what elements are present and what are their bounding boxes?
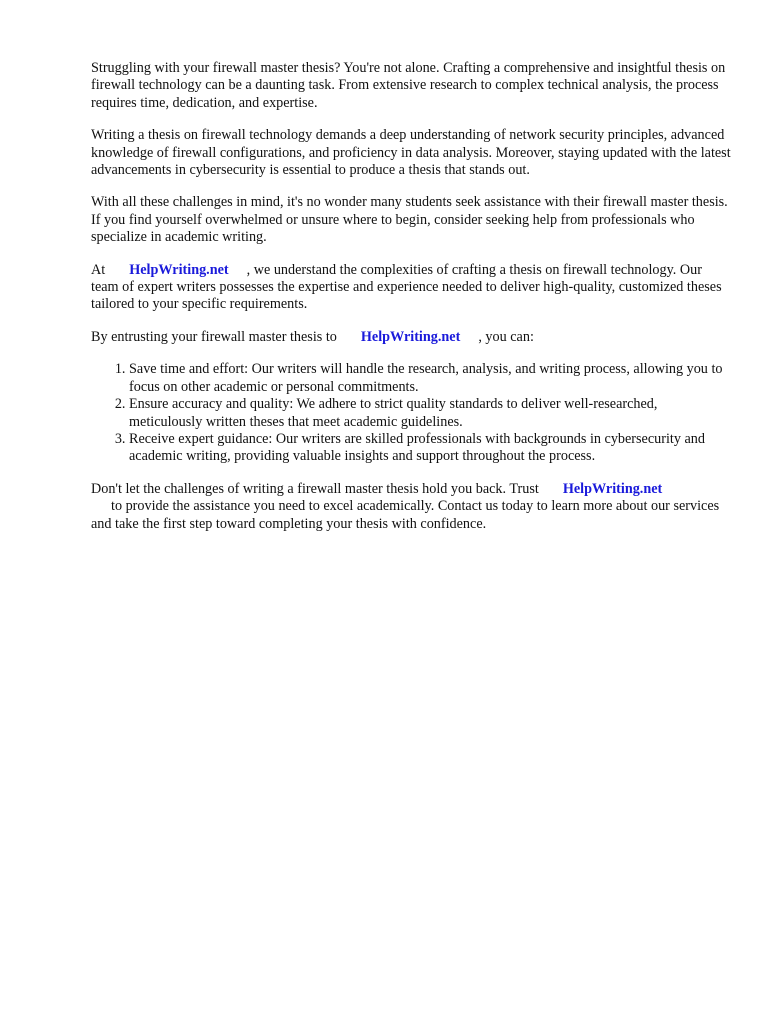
company-paragraph-lead: At [91,261,106,278]
document-page [91,60,731,548]
benefits-intro-paragraph [91,329,731,346]
company-paragraph [91,262,731,314]
list-item: 1. Save time and effort: Our writers will handle the research, analysis, and writing process, allowing you to focus on other academic or personal commitments. [129,361,731,396]
benefits-intro-tail: , you can: [478,328,534,345]
closing-paragraph-lead: Don't let the challenges of writing a firewall master thesis hold you back. Trust [91,480,539,497]
helpwriting-link-2[interactable]: HelpWriting.net [360,328,461,345]
helpwriting-link-3[interactable]: HelpWriting.net [562,480,663,497]
closing-paragraph-body: to provide the assistance you need to excel academically. Contact us today to learn more about our services and take the first step toward completing your thesis with confidence. [91,498,720,532]
intro-paragraph: Struggling with your firewall master thesis? You're not alone. Crafting a comprehensive and insightful thesis on firewall technology can be a daunting task. From extensive research to complex technical analysis, the process requires time, dedication, and expertise. [91,60,726,111]
requirements-paragraph: Writing a thesis on firewall technology demands a deep understanding of network security principles, advanced knowledge of firewall configurations, and proficiency in data analysis. Moreover, staying updated with the latest advancements in cybersecurity is essential to produce a thesis that stands out. [91,127,731,179]
challenges-paragraph: With all these challenges in mind, it's no wonder many students seek assistance with their firewall master thesis. If you find yourself overwhelmed or unsure where to begin, consider seeking help from professionals who specialize in academic writing. [91,194,728,246]
list-item: 2. Ensure accuracy and quality: We adhere to strict quality standards to deliver well-researched, meticulously written theses that meet academic guidelines. [129,396,731,431]
closing-paragraph [91,481,731,533]
helpwriting-link-1[interactable]: HelpWriting.net [129,261,229,278]
list-item: 3. Receive expert guidance: Our writers are skilled professionals with backgrounds in cybersecurity and academic writing, providing valuable insights and support throughout the process. [129,431,731,466]
benefits-list [91,361,731,465]
benefits-intro-lead: By entrusting your firewall master thesis to [91,328,337,345]
company-paragraph-body: , we understand the complexities of crafting a thesis on firewall technology. Our team of expert writers possesses the expertise and experience needed to deliver high-quality, customized theses tailored to your specific requirements. [91,261,722,313]
